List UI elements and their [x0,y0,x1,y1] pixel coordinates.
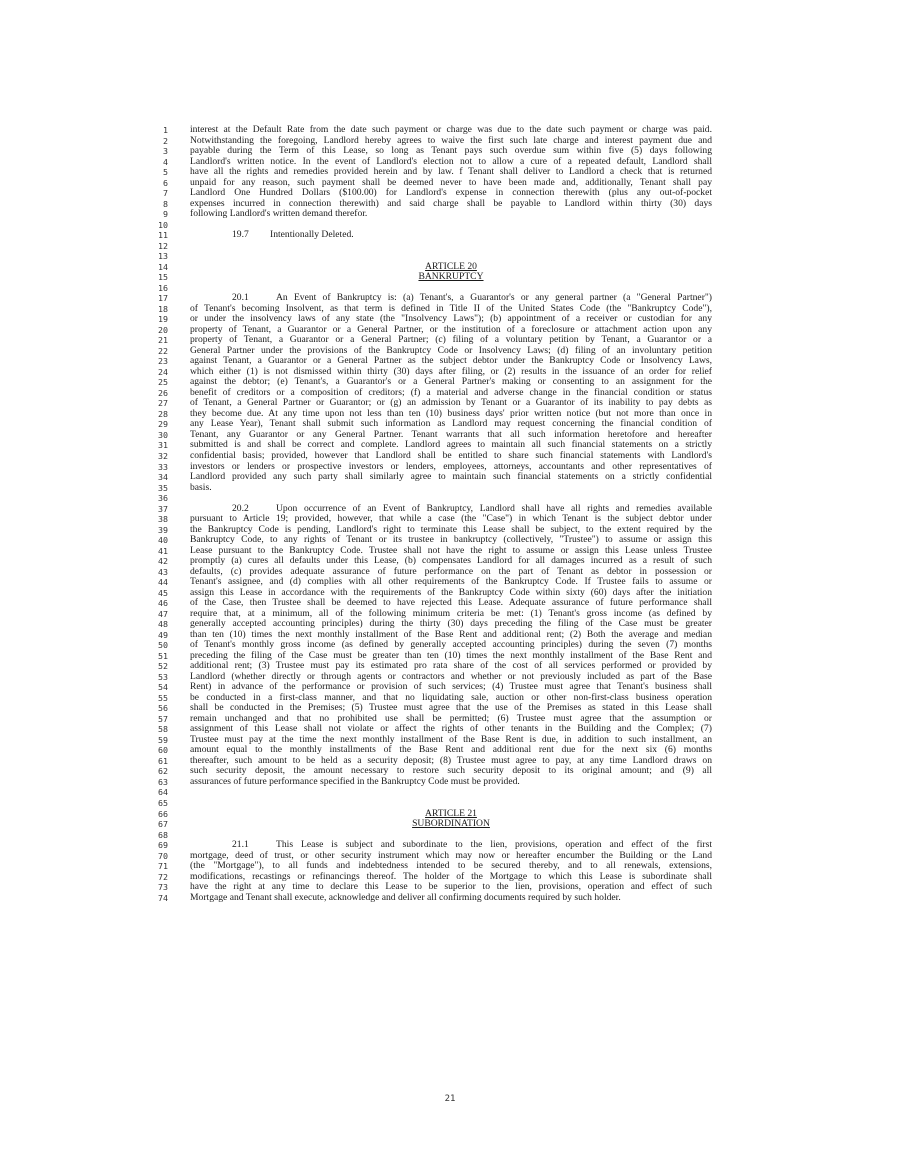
line-text: Landlord's written notice. In the event of Landlord's election not to allow a cure of a repeated default, Landlord shall [190,156,712,167]
document-line [0,714,900,725]
line-text: they become due. At any time upon not less than ten (10) business days' prior written notice (but not more than once in [190,408,712,419]
line-number: 8 [163,198,168,209]
document-line [0,556,900,567]
document-line [0,766,900,777]
line-text: be conducted in a first-class manner, and that no liquidating sale, auction or other non-first-class business operation [190,692,712,703]
line-number: 74 [158,892,168,903]
document-line [0,272,900,283]
line-text: basis. [190,482,212,493]
line-number: 36 [158,493,168,504]
line-text: payable during the Term of this Lease, so long as Tenant pays such overdue sum within five (5) days following [190,146,712,157]
line-number: 19 [158,314,168,325]
line-text: assurances of future performance specified in the Bankruptcy Code must be provided. [190,776,520,787]
line-number: 31 [158,440,168,451]
document-line [0,872,900,883]
line-text: preceding the filing of the Case must be greater than ten (10) times the next monthly installment of the Base Rent and [190,650,712,661]
line-number: 72 [158,871,168,882]
line-text: unpaid for any reason, such payment shall be deemed never to have been made and, additionally, Tenant shall pay [190,177,712,188]
document-line [0,830,900,841]
line-text: of Tenant's becoming Insolvent, as that term is defined in Title II of the United States Code (the "Bankruptcy Code"), [190,303,712,314]
document-line [0,672,900,683]
document-line [0,199,900,210]
line-number: 14 [158,261,168,272]
document-line [0,525,900,536]
line-number: 58 [158,724,168,735]
document-line [0,451,900,462]
line-number: 23 [158,356,168,367]
line-number: 49 [158,629,168,640]
line-text [232,840,712,851]
line-number: 16 [158,282,168,293]
line-text: of Tenant's monthly gross income (as defined by generally accepted accounting principles) during the seven (7) months [190,640,712,651]
line-text: confidential basis; provided, however that Landlord shall be entitled to share such financial statements with Landlord's [190,450,712,461]
document-line [0,609,900,620]
line-number: 52 [158,661,168,672]
document-line [0,882,900,893]
document-line [0,262,900,273]
line-text: property of Tenant, a Guarantor or a General Partner, or the institution of a foreclosure or attachment action upon any [190,324,712,335]
line-text: property of Tenant, a Guarantor or a General Partner; (c) filing of a voluntary petition by Tenant, a Guarantor or a [190,335,712,346]
line-text: additional rent; (3) Trustee must pay its estimated pro rata share of the cost of all services performed or provided by [190,661,712,672]
line-text: amount equal to the monthly installments of the Base Rent and additional rent due for the next six (6) months [190,745,712,756]
line-number: 63 [158,776,168,787]
line-number: 2 [163,135,168,146]
line-number: 46 [158,598,168,609]
line-number: 10 [158,219,168,230]
line-number: 9 [163,209,168,220]
section-number: 20.1 [232,293,249,304]
document-line [0,630,900,641]
line-number: 5 [163,167,168,178]
line-number: 62 [158,766,168,777]
document-line [0,167,900,178]
line-number: 22 [158,345,168,356]
line-text: Landlord provided any such party shall similarly agree to maintain such financial statements on a strictly confidential [190,472,712,483]
line-text-body: An Event of Bankruptcy is: (a) Tenant's, a Guarantor's or any general partner (a "General Partner") [276,293,712,304]
document-line [0,661,900,672]
line-number: 6 [163,177,168,188]
document-body [0,125,900,903]
document-line [0,430,900,441]
line-number: 32 [158,450,168,461]
document-line [0,577,900,588]
line-number: 53 [158,671,168,682]
line-number: 44 [158,577,168,588]
document-line [0,335,900,346]
line-text: Mortgage and Tenant shall execute, acknowledge and deliver all confirming documents required by such holder. [190,892,621,903]
line-text: Landlord One Hundred Dollars ($100.00) for Landlord's expense in connection therewith (plus any out-of-pocket [190,188,712,199]
line-number: 43 [158,566,168,577]
line-number: 54 [158,682,168,693]
document-line [0,241,900,252]
line-number: 69 [158,840,168,851]
document-line [0,787,900,798]
line-text: generally accepted accounting principles) during the thirty (30) days preceding the filing of the Case must be greater [190,619,712,630]
line-number: 1 [163,125,168,135]
document-line [0,440,900,451]
line-number: 50 [158,640,168,651]
line-number: 66 [158,808,168,819]
document-line [0,314,900,325]
document-line [0,209,900,220]
document-line [0,367,900,378]
document-line [0,735,900,746]
line-text: the Bankruptcy Code is pending, Landlord's right to terminate this Lease shall be subject, to the extent required by the [190,524,712,535]
line-number: 48 [158,619,168,630]
line-text: Tenant, any Guarantor or any General Partner. Tenant warrants that all such information heretofore and hereafter [190,429,712,440]
section-title: Intentionally Deleted. [270,229,354,241]
document-line [0,504,900,515]
line-number: 67 [158,819,168,830]
line-text: assign this Lease in accordance with the requirements of the Bankruptcy Code within sixty (60) days after the initiation [190,587,712,598]
line-text: Landlord (whether directly or through agents or contractors and whether or not previously included as part of the Base [190,671,712,682]
line-text: General Partner under the provisions of the Bankruptcy Code or Insolvency Laws; (d) filing of an involuntary petition [190,345,712,356]
document-line [0,514,900,525]
line-number: 41 [158,545,168,556]
document-line [0,188,900,199]
document-line [0,777,900,788]
document-line [0,546,900,557]
line-number: 27 [158,398,168,409]
line-text: Tenant's assignee, and (d) complies with all other requirements of the Bankruptcy Code. If Trustee fails to assume or [190,577,712,588]
document-line [0,693,900,704]
document-line [0,893,900,904]
line-number: 3 [163,146,168,157]
document-line [0,293,900,304]
article-heading: ARTICLE 20 [425,261,477,272]
line-text: have all the rights and remedies provided herein and by law. f Tenant shall deliver to Landlord a check that is returned [190,167,712,178]
document-line [0,388,900,399]
line-text: benefit of creditors or a composition of creditors; (f) a material and adverse change in the financial condition or status [190,387,712,398]
document-line [0,598,900,609]
line-text: interest at the Default Rate from the date such payment or charge was due to the date such payment or charge was paid. [190,125,712,135]
line-text: remain unchanged and that no prohibited use shall be permitted; (6) Trustee must agree that the assumption or [190,713,712,724]
document-line [0,567,900,578]
line-number: 45 [158,587,168,598]
line-number: 35 [158,482,168,493]
document-line [0,861,900,872]
document-line [0,157,900,168]
line-text: mortgage, deed of trust, or other security instrument which may now or hereafter encumber the Building or the Land [190,850,712,861]
document-line [0,840,900,851]
line-number: 18 [158,303,168,314]
document-line [0,640,900,651]
line-number: 26 [158,387,168,398]
document-line [0,220,900,231]
document-line [0,682,900,693]
line-number: 12 [158,240,168,251]
line-number: 39 [158,524,168,535]
line-number: 61 [158,755,168,766]
line-number: 73 [158,882,168,893]
line-number: 59 [158,734,168,745]
document-line [0,703,900,714]
line-number: 7 [163,188,168,199]
line-number: 56 [158,703,168,714]
document-line [0,409,900,420]
document-line [0,472,900,483]
line-text: Trustee must pay at the time the next monthly installment of the Base Rent is due, in addition to such installment, an [190,734,712,745]
line-text: pursuant to Article 19; provided, however, that while a case (the "Case") in which Tenant is the subject debtor under [190,514,712,525]
document-line [0,651,900,662]
line-text: Lease pursuant to the Bankruptcy Code. Trustee shall not have the right to assume or assign this Lease unless Trustee [190,545,712,556]
line-text: or under the insolvency laws of any state (the "Insolvency Laws"); (b) appointment of a receiver or custodian for any [190,314,712,325]
line-text: Rent) in advance of the performance or provision of such services; (4) Trustee must agree that Tenant's business shall [190,682,712,693]
document-line [0,356,900,367]
document-line [0,251,900,262]
line-number: 17 [158,293,168,304]
section-number: 19.7 [232,229,249,241]
document-line [0,535,900,546]
line-number: 28 [158,408,168,419]
line-number: 24 [158,366,168,377]
section-number: 20.2 [232,503,249,514]
document-line [0,136,900,147]
article-heading: ARTICLE 21 [425,808,477,819]
page-number: 21 [444,1094,456,1104]
line-text: against the debtor; (e) Tenant's, a Guarantor's or a General Partner's making or consenting to an assignment for the [190,377,712,388]
document-line [0,809,900,820]
line-text: modifications, recastings or refinancings thereof. The holder of the Mortgage to which this Lease is subordinate shall [190,871,712,882]
document-line [0,230,900,241]
document-line [0,178,900,189]
article-heading: BANKRUPTCY [418,272,484,283]
line-number: 60 [158,745,168,756]
line-text: of Tenant, a General Partner or Guarantor; or (g) an admission by Tenant or a Guarantor of its inability to pay debts as [190,398,712,409]
line-text: than ten (10) times the next monthly installment of the Base Rent and additional rent; (2) Both the average and median [190,629,712,640]
line-number: 42 [158,556,168,567]
line-text: assignment of this Lease shall not violate or affect the rights of other tenants in the Building and the Complex; (7) [190,724,712,735]
line-text-body: This Lease is subject and subordinate to the lien, provisions, operation and effect of the first [276,840,712,851]
line-text: require that, at a minimum, all of the following minimum criteria be met: (1) Tenant's gross income (as defined by [190,608,712,619]
line-text: have the right at any time to declare this Lease to be superior to the lien, provisions, operation and effect of such [190,882,712,893]
line-text: any Lease Year), Tenant shall submit such information as Landlord may request concerning the financial condition of [190,419,712,430]
line-text-body: Upon occurrence of an Event of Bankruptcy, Landlord shall have all rights and remedies available [276,503,712,514]
line-number: 64 [158,787,168,798]
document-line [0,419,900,430]
line-number: 71 [158,861,168,872]
line-text: investors or lenders or prospective investors or lenders, employees, attorneys, accountants and other representatives of [190,461,712,472]
line-text: promptly (a) cures all defaults under this Lease, (b) compensates Landlord for all damages incurred as a result of such [190,556,712,567]
line-number: 57 [158,713,168,724]
line-text: Bankruptcy Code, to any rights of Tenant or its trustee in bankruptcy (collectively, "Trustee") to assume or assign this [190,535,712,546]
line-text: Notwithstanding the foregoing, Landlord hereby agrees to waive the first such late charge and interest payment due and [190,135,712,146]
line-number: 47 [158,608,168,619]
document-line [0,588,900,599]
document-line [0,462,900,473]
document-line [0,398,900,409]
line-number: 65 [158,798,168,808]
line-number: 15 [158,272,168,283]
line-text: expenses incurred in connection therewith) and said charge shall be payable to Landlord within thirty (30) days [190,198,712,209]
line-number: 11 [158,230,168,241]
line-number: 20 [158,324,168,335]
line-number: 33 [158,461,168,472]
line-text: thereafter, such amount to be held as a security deposit; (8) Trustee must agree to pay, at any time Landlord draws on [190,755,712,766]
line-number: 4 [163,156,168,167]
document-line [0,283,900,294]
line-text: against Tenant, a Guarantor or a General Partner as the subject debtor under the Bankruptcy Code or Insolvency Laws, [190,356,712,367]
document-line [0,304,900,315]
document-line [0,346,900,357]
line-text: shall be conducted in the Premises; (5) Trustee must agree that the use of the Premises as stated in this Lease shall [190,703,712,714]
line-text: defaults, (c) provides adequate assurance of future performance on the part of Tenant as debtor in possession or [190,566,712,577]
line-text: following Landlord's written demand therefor. [190,209,368,220]
line-number: 30 [158,429,168,440]
document-line [0,724,900,735]
document-line [0,493,900,504]
article-heading: SUBORDINATION [412,819,490,830]
document-line [0,619,900,630]
line-number: 29 [158,419,168,430]
line-number: 68 [158,829,168,840]
line-number: 38 [158,514,168,525]
section-heading [232,230,354,241]
document-line [0,325,900,336]
line-text: such security deposit, the amount necessary to restore such security deposit to its original amount; and (9) all [190,766,712,777]
line-number: 40 [158,535,168,546]
document-line [0,819,900,830]
line-number: 55 [158,692,168,703]
line-text: (the "Mortgage"), to all funds and indebtedness intended to be secured thereby, and to all renewals, extensions, [190,861,712,872]
document-line [0,798,900,809]
line-number: 25 [158,377,168,388]
line-number: 21 [158,335,168,346]
section-number: 21.1 [232,840,249,851]
line-number: 13 [158,251,168,262]
line-text [232,293,712,304]
line-text: which either (1) is not dismissed within thirty (30) days after filing, or (2) results in the issuance of an order for relief [190,366,712,377]
line-number: 51 [158,650,168,661]
document-line [0,146,900,157]
line-text [232,504,712,515]
line-number: 37 [158,503,168,514]
line-text: of the Case, then Trustee shall be deemed to have rejected this Lease. Adequate assurance of future performance shall [190,598,712,609]
document-line [0,851,900,862]
document-line [0,745,900,756]
document-line [0,377,900,388]
line-number: 34 [158,472,168,483]
document-line [0,125,900,136]
document-line [0,483,900,494]
document-line [0,756,900,767]
line-number: 70 [158,850,168,861]
line-text: submitted is and shall be correct and complete. Landlord agrees to maintain all such financial statements on a strictly [190,440,712,451]
